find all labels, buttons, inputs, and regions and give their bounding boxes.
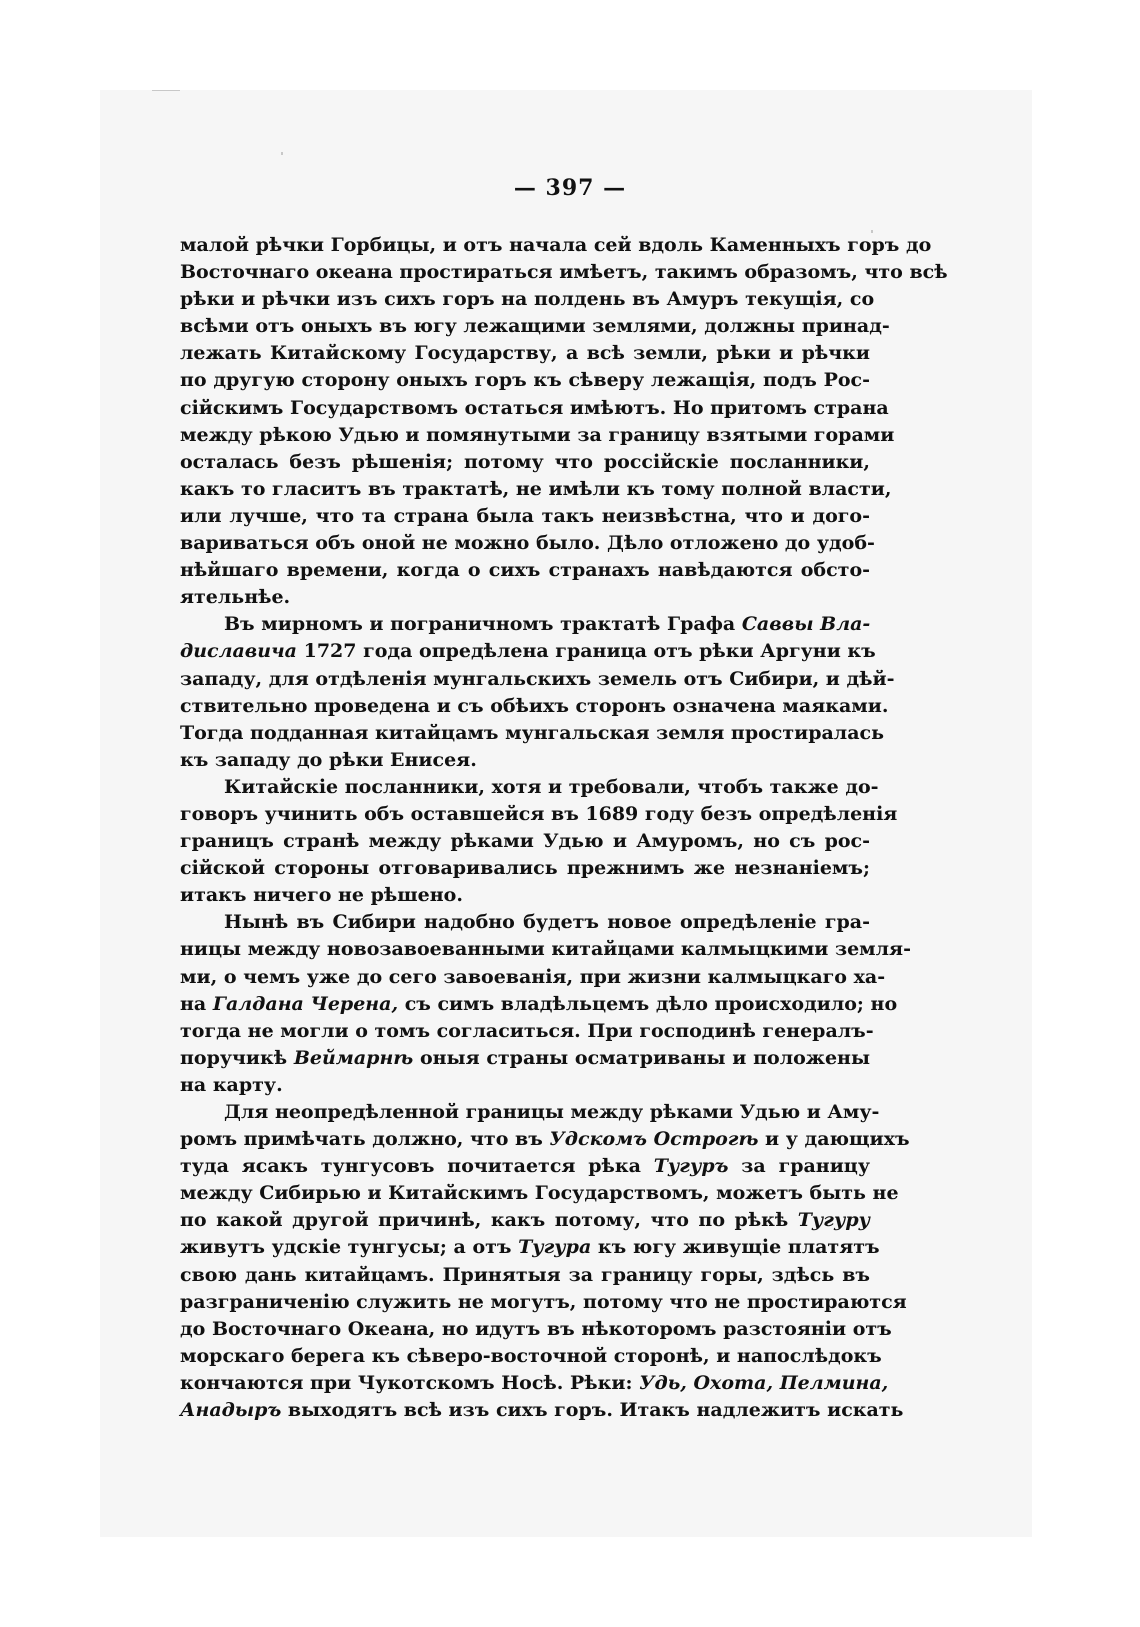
text-line [180,638,876,665]
document-body-text [180,232,948,1424]
scan-mark [281,152,283,155]
text-segment: итакъ ничего не рѣшено. [180,884,463,907]
text-segment: говоръ учинить объ оставшейся въ 1689 году безъ опредѣленія [180,802,898,825]
text-segment: оныя страны осматриваны и положены [413,1046,870,1069]
italic-text-segment: Тугуру [797,1209,870,1232]
text-segment: какъ то гласитъ въ трактатѣ, не имѣли къ тому полной власти, [180,477,892,500]
text-line [180,747,870,774]
text-segment: Для неопредѣленной границы между рѣками Удью и Аму- [224,1101,880,1123]
scan-mark [871,230,873,233]
text-segment: по другую сторону оныхъ горъ къ сѣверу лежащія, подъ Рос- [180,369,870,392]
text-line [180,286,875,313]
text-line [180,557,870,584]
text-segment: Восточнаго океана простираться имѣетъ, такимъ образомъ, что всѣ [180,261,948,284]
text-segment: къ западу до рѣки Енисея. [180,748,477,771]
text-segment: Нынѣ въ Сибири надобно будетъ новое опредѣленіе гра- [224,911,870,934]
text-segment: всѣми отъ оныхъ въ югу лежащими землями, должны принад- [180,315,890,338]
italic-text-segment: Галдана Черена, [212,992,399,1015]
text-segment: рѣки и рѣчки изъ сихъ горъ на полдень въ Амуръ текущія, со [180,288,875,311]
text-segment: осталась безъ рѣшенія; потому что россійскіе посланники, [180,450,870,473]
text-line [180,693,889,720]
italic-text-segment: Анадыръ [180,1399,282,1422]
text-line [180,395,889,422]
text-line [180,882,870,909]
text-segment: ятельнѣе. [180,586,291,609]
text-line [180,720,884,747]
text-segment: границъ странѣ между рѣками Удью и Амуромъ, но съ рос- [180,830,870,853]
text-segment: или лучше, что та страна была такъ неизвѣстна, что и дого- [180,504,870,527]
italic-text-segment: Тугуръ [653,1155,729,1178]
italic-text-segment: Веймарнѣ [293,1046,414,1069]
italic-text-segment: Удь, Охота, Пелмина, [639,1371,889,1394]
text-line [180,367,870,394]
text-segment: по какой другой причинѣ, какъ потому, что по рѣкѣ [180,1209,798,1232]
text-segment: ромъ примѣчать должно, что въ [180,1128,550,1151]
text-segment: нѣйшаго времени, когда о сихъ странахъ навѣдаются обсто- [180,559,870,582]
text-line [180,1072,870,1099]
text-line [180,422,895,449]
text-line [180,1234,880,1261]
text-segment: на [180,992,213,1015]
italic-text-segment: Тугура [518,1236,592,1259]
italic-text-segment: Удскомъ Острогѣ [549,1128,759,1151]
text-line [180,584,870,611]
text-line [180,530,875,557]
text-line [180,340,870,367]
text-line [180,666,895,693]
text-segment: туда ясакъ тунгусовъ почитается рѣка [180,1155,654,1178]
text-segment: ми, о чемъ уже до сего завоеванія, при жизни калмыцкаго ха- [180,965,886,988]
italic-text-segment: диславича [180,640,297,663]
text-line [180,801,898,828]
text-line [180,259,948,286]
text-segment: вариваться объ оной не можно было. Дѣло отложено до удоб- [180,532,875,555]
text-segment: морскаго берега къ сѣверо-восточной сторонѣ, и напослѣдокъ [180,1344,882,1367]
text-line [180,909,870,936]
text-segment: ствительно проведена и съ обѣихъ сторонъ означена маяками. [180,694,889,717]
text-line [180,1126,910,1153]
text-line [180,1262,870,1289]
text-segment: кончаются при Чукотскомъ Носѣ. Рѣки: [180,1371,640,1394]
text-segment: свою дань китайцамъ. Принятыя за границу горы, здѣсь въ [180,1263,870,1286]
text-segment: Тогда подданная китайцамъ мунгальская земля простиралась [180,721,884,744]
text-line [180,1045,870,1072]
text-line [180,1207,870,1234]
text-line [180,476,892,503]
text-line [180,1343,882,1370]
scan-mark [152,90,180,91]
text-line [180,774,879,801]
text-line [180,1289,907,1316]
text-segment: до Восточнаго Океана, но идутъ въ нѣкоторомъ разстояніи отъ [180,1317,892,1340]
text-segment: на карту. [180,1073,283,1096]
text-line [180,936,911,963]
text-segment: лежать Китайскому Государству, а всѣ земли, рѣки и рѣчки [180,342,870,365]
text-line [180,1370,889,1397]
text-segment: тогда не могли о томъ согласиться. При господинѣ генералъ- [180,1019,874,1042]
text-segment: Китайскіе посланники, хотя и требовали, чтобъ также до- [224,775,879,798]
text-segment: между рѣкою Удью и помянутыми за границу взятыми горами [180,423,895,446]
text-line [180,828,870,855]
text-segment: выходятъ всѣ изъ сихъ горъ. Итакъ надлежитъ искать [281,1399,904,1422]
text-line [180,449,870,476]
text-segment: ницы между новозавоеванными китайцами калмыцкими земля- [180,938,911,961]
page-number: — 397 — [513,175,627,201]
text-segment: поручикѣ [180,1046,294,1069]
text-segment: сійскимъ Государствомъ остаться имѣютъ. Но притомъ страна [180,396,889,419]
text-line [180,232,932,259]
text-line [180,1397,904,1424]
text-line [180,1180,899,1207]
text-line [180,991,898,1018]
text-segment: и у дающихъ [758,1128,910,1151]
text-segment: съ симъ владѣльцемъ дѣло происходило; но [398,992,898,1015]
italic-text-segment: Саввы Вла- [741,613,871,636]
text-line [180,313,890,340]
text-line [180,503,870,530]
text-line [180,1153,870,1180]
text-line [180,1316,892,1343]
text-segment: къ югу живущіе платятъ [591,1236,880,1259]
text-segment: малой рѣчки Горбицы, и отъ начала сей вдоль Каменныхъ горъ до [180,234,932,256]
text-line [180,611,870,638]
text-segment: 1727 года опредѣлена граница отъ рѣки Аргуни къ [297,640,876,663]
text-segment: между Сибирью и Китайскимъ Государствомъ, можетъ быть не [180,1182,899,1205]
text-line [180,1018,874,1045]
text-segment: живутъ удскіе тунгусы; а отъ [180,1236,519,1259]
text-line [180,1099,880,1126]
text-segment: Въ мирномъ и пограничномъ трактатѣ Графа [224,613,742,636]
text-segment: западу, для отдѣленія мунгальскихъ земель отъ Сибири, и дѣй- [180,667,895,690]
text-line [180,964,886,991]
text-segment: разграниченію служить не могутъ, потому что не простираются [180,1290,907,1313]
text-segment: за границу [728,1155,871,1178]
text-line [180,855,870,882]
text-segment: сійской стороны отговаривались прежнимъ же незнаніемъ; [180,857,870,880]
